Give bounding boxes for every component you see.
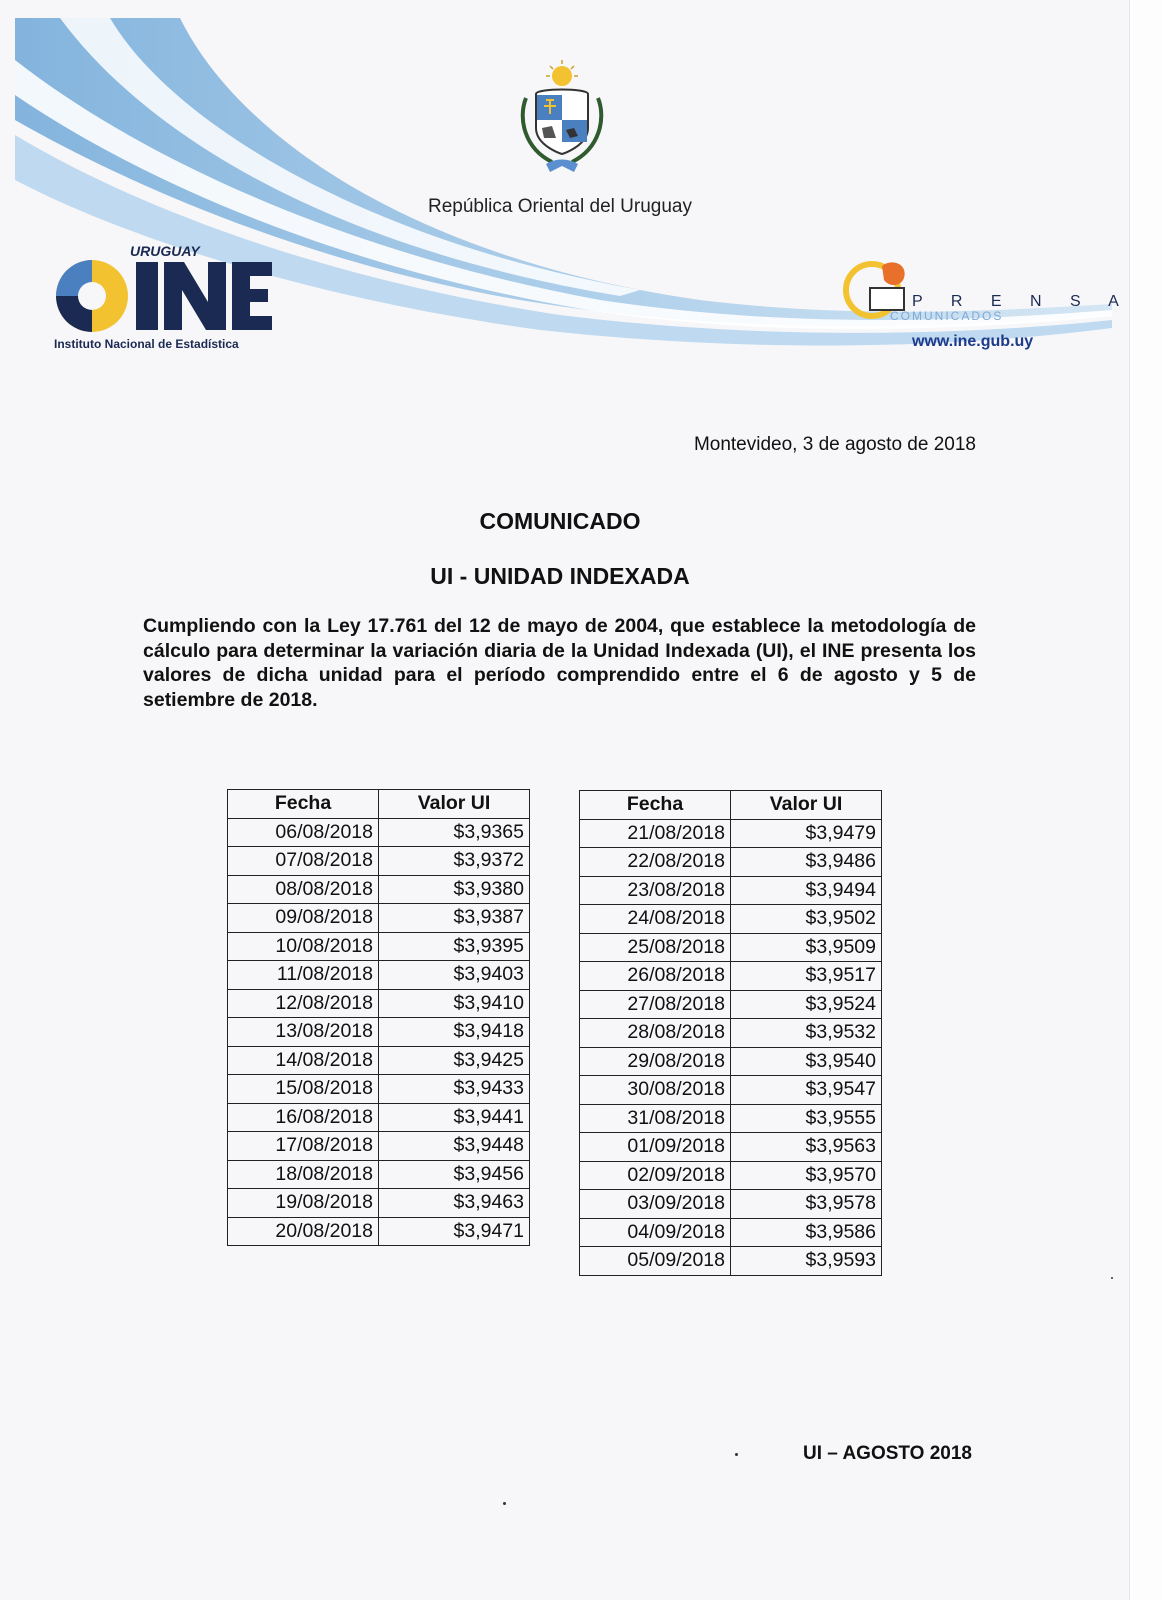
valor-cell: $3,9555 [731,1104,882,1133]
letter-date: Montevideo, 3 de agosto de 2018 [693,434,976,455]
fecha-cell: 08/08/2018 [228,875,379,904]
table-row [228,989,530,1018]
fecha-cell: 29/08/2018 [580,1047,731,1076]
valor-cell: $3,9410 [379,989,530,1018]
fecha-cell: 21/08/2018 [580,819,731,848]
table-row [580,1247,882,1276]
fecha-cell: 27/08/2018 [580,990,731,1019]
fecha-cell: 22/08/2018 [580,848,731,877]
scan-speck [735,1453,738,1456]
valor-cell: $3,9540 [731,1047,882,1076]
table-header-row [228,790,530,819]
fecha-cell: 01/09/2018 [580,1133,731,1162]
valor-cell: $3,9372 [379,847,530,876]
ine-country-label: URUGUAY [130,243,200,259]
table-row [580,933,882,962]
fecha-cell: 30/08/2018 [580,1076,731,1105]
table-row [580,962,882,991]
valor-cell: $3,9365 [379,818,530,847]
letter-body: Cumpliendo con la Ley 17.761 del 12 de mayo de 2004, que establece la metodología de cálculo para determinar la variación diaria de la Unidad Indexada (UI), el INE presenta los valores de dicha unidad para el período comprendido entre el 6 de agosto y 5 de setiembre de 2018. [143,615,976,711]
fecha-cell: 13/08/2018 [228,1018,379,1047]
table-row [228,1189,530,1218]
valor-cell: $3,9456 [379,1160,530,1189]
scan-speck [503,1502,506,1505]
fecha-cell: 06/08/2018 [228,818,379,847]
fecha-cell: 23/08/2018 [580,876,731,905]
table-row [228,875,530,904]
column-header-fecha: Fecha [228,790,379,819]
coat-of-arms-image [516,58,608,176]
valor-cell: $3,9403 [379,961,530,990]
ui-values-table-right [579,790,882,1276]
valor-cell: $3,9395 [379,932,530,961]
valor-cell: $3,9380 [379,875,530,904]
table-row [580,848,882,877]
republic-name: República Oriental del Uruguay [427,196,693,217]
table-row [580,1104,882,1133]
table-row [228,847,530,876]
table-row [580,905,882,934]
table-row [228,1075,530,1104]
ine-full-name: Instituto Nacional de Estadística [54,337,239,351]
valor-cell: $3,9563 [731,1133,882,1162]
fecha-cell: 12/08/2018 [228,989,379,1018]
fecha-cell: 09/08/2018 [228,904,379,933]
valor-cell: $3,9570 [731,1161,882,1190]
fecha-cell: 05/09/2018 [580,1247,731,1276]
fecha-cell: 15/08/2018 [228,1075,379,1104]
fecha-cell: 07/08/2018 [228,847,379,876]
table-row [580,1133,882,1162]
column-header-valor: Valor UI [379,790,530,819]
table-row [580,876,882,905]
valor-cell: $3,9494 [731,876,882,905]
table-row [228,904,530,933]
valor-cell: $3,9502 [731,905,882,934]
ine-url-link[interactable]: www.ine.gub.uy [912,333,1034,350]
valor-cell: $3,9509 [731,933,882,962]
valor-cell: $3,9486 [731,848,882,877]
fecha-cell: 03/09/2018 [580,1190,731,1219]
table-row [580,1076,882,1105]
column-header-valor: Valor UI [731,791,882,820]
fecha-cell: 11/08/2018 [228,961,379,990]
fecha-cell: 26/08/2018 [580,962,731,991]
table-row [228,818,530,847]
table-row [580,1190,882,1219]
table-row [580,1019,882,1048]
table-row [228,1103,530,1132]
footer-tag: UI – AGOSTO 2018 [803,1443,972,1464]
fecha-cell: 10/08/2018 [228,932,379,961]
ine-logo [50,244,290,352]
valor-cell: $3,9479 [731,819,882,848]
table-row [228,1217,530,1246]
fecha-cell: 18/08/2018 [228,1160,379,1189]
table-row [228,1160,530,1189]
valor-cell: $3,9517 [731,962,882,991]
valor-cell: $3,9463 [379,1189,530,1218]
scan-speck [1111,1277,1113,1279]
fecha-cell: 28/08/2018 [580,1019,731,1048]
table-row [228,961,530,990]
table-row [580,1161,882,1190]
valor-cell: $3,9441 [379,1103,530,1132]
fecha-cell: 02/09/2018 [580,1161,731,1190]
valor-cell: $3,9425 [379,1046,530,1075]
prensa-letters: P R E N S A [912,293,1131,310]
table-row [228,932,530,961]
valor-cell: $3,9586 [731,1218,882,1247]
table-row [580,990,882,1019]
fecha-cell: 14/08/2018 [228,1046,379,1075]
valor-cell: $3,9532 [731,1019,882,1048]
prensa-sub: COMUNICADOS [890,309,1004,323]
ui-values-table-left [227,789,530,1246]
letter-subtitle: UI - UNIDAD INDEXADA [430,563,690,589]
table-row [228,1132,530,1161]
fecha-cell: 16/08/2018 [228,1103,379,1132]
table-row [580,1218,882,1247]
valor-cell: $3,9448 [379,1132,530,1161]
column-header-fecha: Fecha [580,791,731,820]
fecha-cell: 31/08/2018 [580,1104,731,1133]
valor-cell: $3,9387 [379,904,530,933]
valor-cell: $3,9471 [379,1217,530,1246]
valor-cell: $3,9547 [731,1076,882,1105]
valor-cell: $3,9433 [379,1075,530,1104]
fecha-cell: 17/08/2018 [228,1132,379,1161]
fecha-cell: 19/08/2018 [228,1189,379,1218]
fecha-cell: 04/09/2018 [580,1218,731,1247]
fecha-cell: 20/08/2018 [228,1217,379,1246]
letter-title: COMUNICADO [479,508,641,534]
table-row [228,1018,530,1047]
valor-cell: $3,9418 [379,1018,530,1047]
valor-cell: $3,9524 [731,990,882,1019]
table-row [580,819,882,848]
table-row [580,1047,882,1076]
table-row [228,1046,530,1075]
fecha-cell: 24/08/2018 [580,905,731,934]
valor-cell: $3,9593 [731,1247,882,1276]
valor-cell: $3,9578 [731,1190,882,1219]
fecha-cell: 25/08/2018 [580,933,731,962]
table-header-row [580,791,882,820]
